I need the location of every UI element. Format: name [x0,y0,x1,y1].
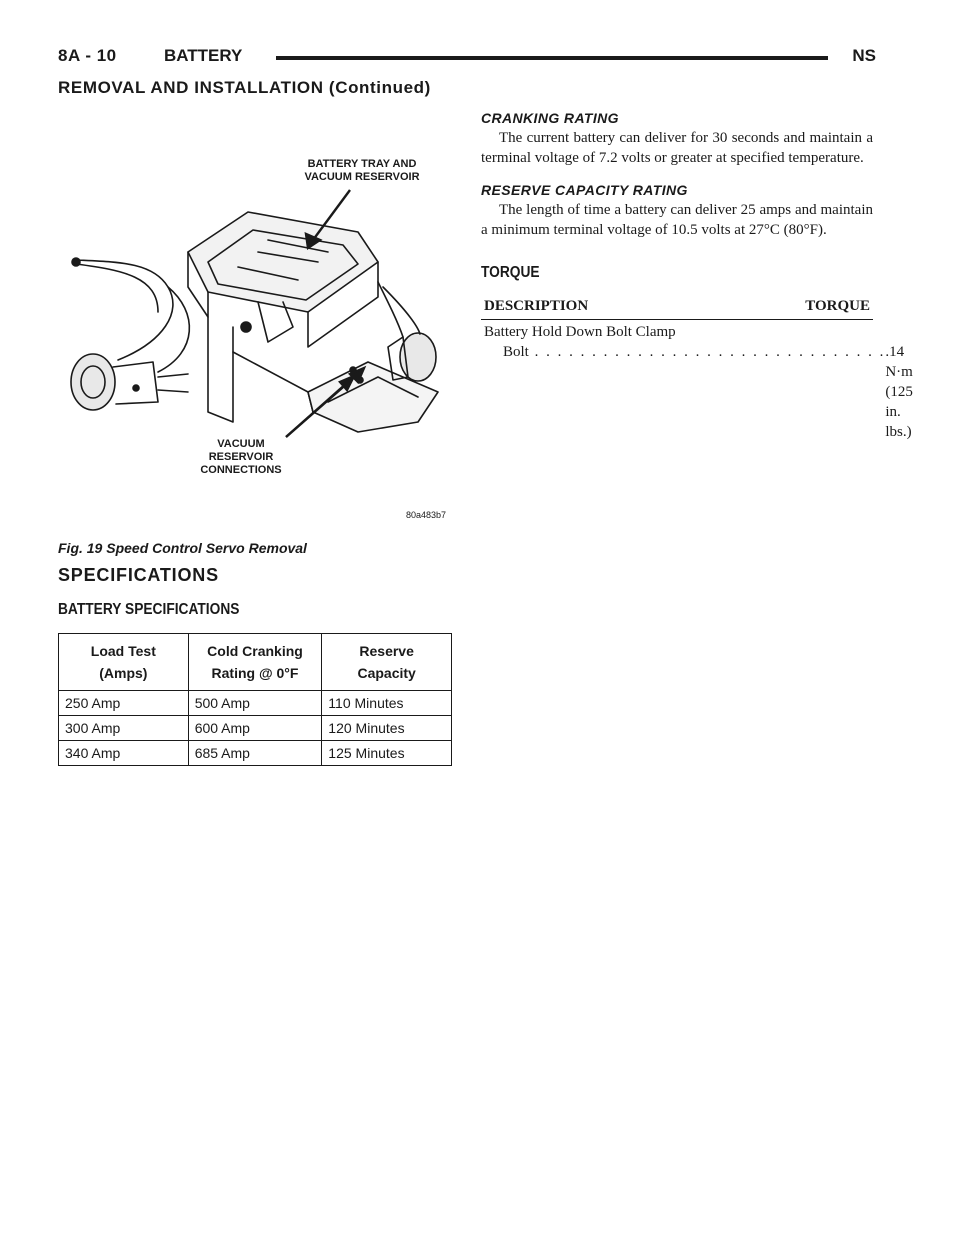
section-name: BATTERY [164,46,243,65]
specifications-heading: SPECIFICATIONS [58,565,219,585]
table-row [59,741,452,766]
reserve-capacity-heading: RESERVE CAPACITY RATING [481,182,688,198]
column-header: Reserve Capacity [322,634,452,691]
table-cell: 300 Amp [59,716,189,741]
reserve-capacity-text: The length of time a battery can deliver 25 amps and maintain a minimum terminal voltage of 10.5 volts at 27°C (80°F). [481,202,873,238]
page-header [58,44,876,74]
table-cell: 685 Amp [188,741,322,766]
column-header: Cold Cranking Rating @ 0°F [188,634,322,691]
table-cell: 250 Amp [59,691,189,716]
battery-specifications-heading: BATTERY SPECIFICATIONS [58,601,240,618]
page-number: 8A - 10 [58,46,117,65]
table-cell: 110 Minutes [322,691,452,716]
torque-table [481,298,913,442]
torque-item-name: Bolt [503,344,529,360]
leader-dots: . . . . . . . . . . . . . . . . . . . . . . . . . . . . . . . [528,344,886,360]
torque-heading: TORQUE [481,264,540,281]
table-row [59,716,452,741]
figure-caption: Fig. 19 Speed Control Servo Removal [58,540,307,556]
column-header: Load Test (Amps) [59,634,189,691]
torque-item-row [481,342,913,442]
right-column [481,110,913,442]
torque-item-value: .14 N·m (125 in. lbs.) [885,344,913,440]
table-cell: 125 Minutes [322,741,452,766]
vacuum-connections-callout: VACUUM RESERVOIR CONNECTIONS [200,438,282,476]
table-cell: 340 Amp [59,741,189,766]
battery-spec-table [58,633,452,766]
cranking-rating-text: The current battery can deliver for 30 seconds and maintain a terminal voltage of 7.2 volts or greater at specified temperature. [481,130,873,166]
speed-control-servo-figure [58,112,452,522]
torque-table-header [481,298,873,320]
table-cell: 600 Amp [188,716,322,741]
figure-image-code: 80a483b7 [406,510,447,520]
torque-item-description: Battery Hold Down Bolt Clamp [484,324,676,340]
table-cell: 500 Amp [188,691,322,716]
table-cell: 120 Minutes [322,716,452,741]
torque-column-header: TORQUE [805,298,870,314]
header-rule [276,56,828,60]
description-column-header: DESCRIPTION [484,298,589,314]
continued-title: REMOVAL AND INSTALLATION (Continued) [58,78,431,97]
battery-tray-callout: BATTERY TRAY AND VACUUM RESERVOIR [304,158,420,183]
table-row [59,691,452,716]
table-header-row [59,634,452,691]
cranking-rating-heading: CRANKING RATING [481,110,619,126]
model-code: NS [852,46,876,65]
